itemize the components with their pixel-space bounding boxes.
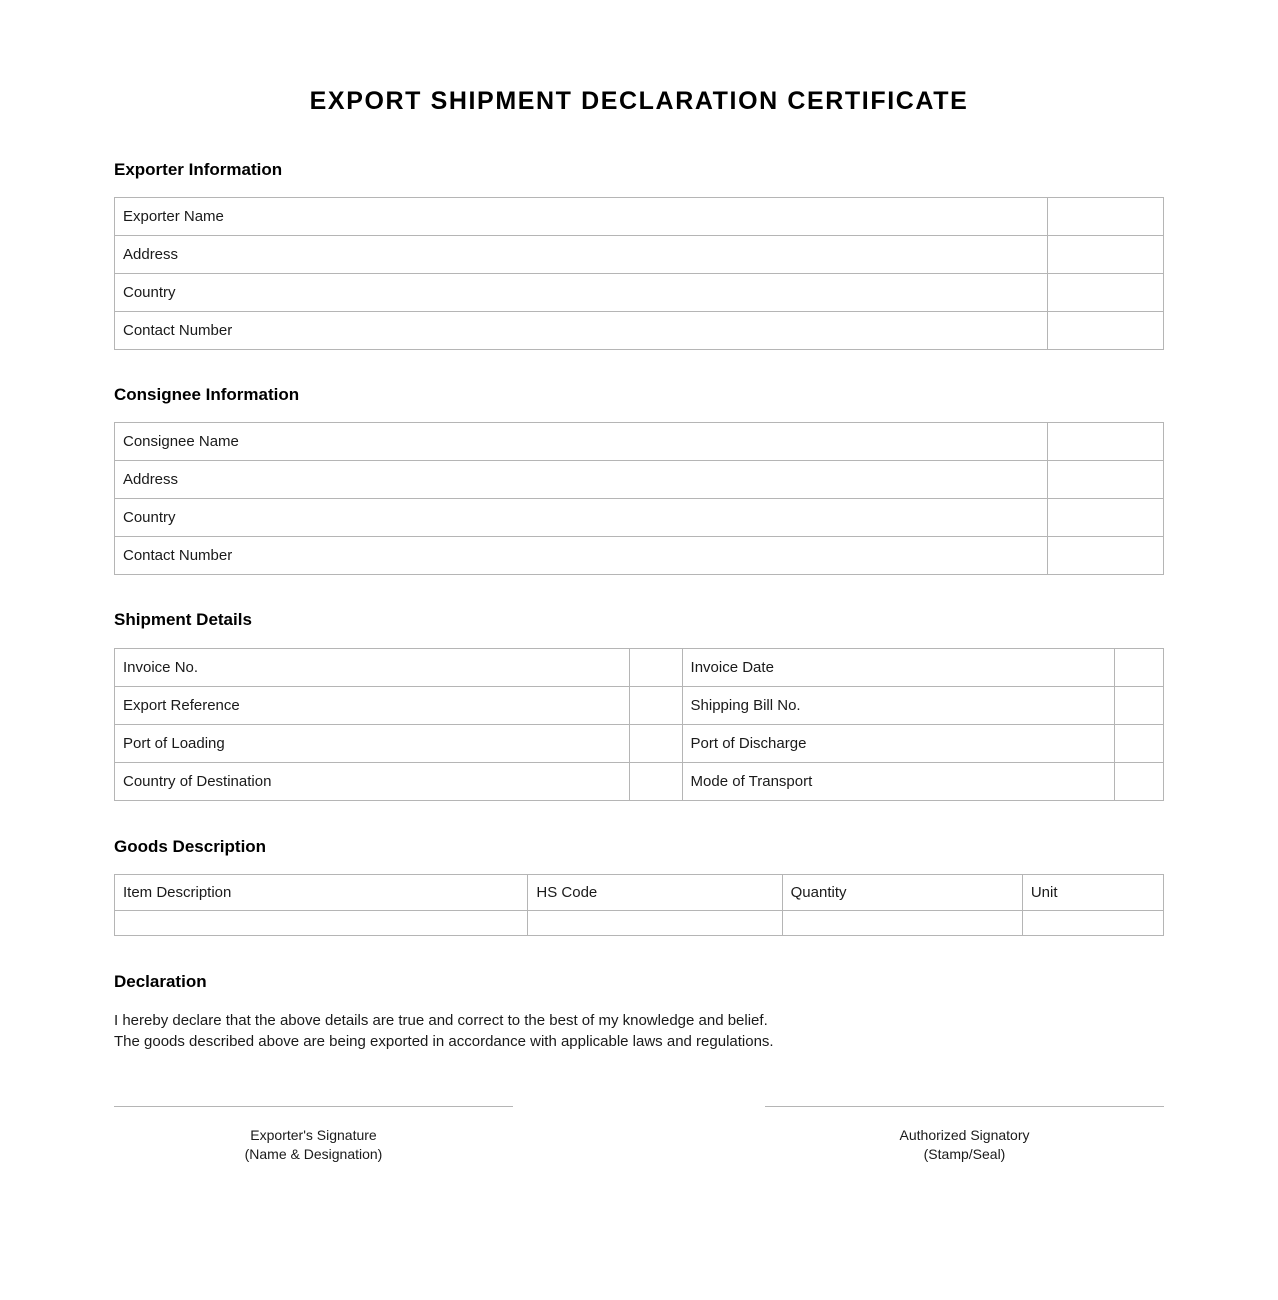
consignee-information-section: [114, 385, 1164, 575]
table-row: [115, 537, 1164, 575]
exporter-signature-block: [114, 1106, 513, 1164]
field-value[interactable]: [1114, 686, 1163, 724]
field-value[interactable]: [630, 762, 682, 800]
exporter-information-section: [114, 160, 1164, 350]
exporter-signature-subtitle: (Name & Designation): [244, 1146, 383, 1163]
field-value[interactable]: [1047, 197, 1163, 235]
exporter-section-heading: Exporter Information: [114, 159, 283, 179]
field-label: Address: [115, 235, 1048, 273]
field-label: Country: [115, 499, 1048, 537]
field-value[interactable]: [1047, 273, 1163, 311]
field-label: Address: [115, 461, 1048, 499]
field-label: Port of Loading: [115, 724, 630, 762]
column-header-unit: Unit: [1022, 875, 1163, 911]
field-label: Invoice Date: [682, 648, 1114, 686]
table-row: [115, 311, 1164, 349]
field-value[interactable]: [1047, 461, 1163, 499]
field-value[interactable]: [1047, 499, 1163, 537]
cell-hs-code[interactable]: [528, 911, 782, 936]
table-header-row: [115, 875, 1164, 911]
table-row: [115, 273, 1164, 311]
signature-line: [765, 1106, 1164, 1107]
column-header-quantity: Quantity: [782, 875, 1022, 911]
field-label: Exporter Name: [115, 197, 1048, 235]
shipment-section-heading: Shipment Details: [114, 610, 252, 630]
cell-unit[interactable]: [1022, 911, 1163, 936]
table-row: [115, 686, 1164, 724]
table-row: [115, 423, 1164, 461]
field-value[interactable]: [630, 686, 682, 724]
declaration-text: [114, 1010, 1164, 1052]
table-row: [115, 499, 1164, 537]
declaration-section: [114, 972, 1164, 1052]
field-value[interactable]: [1047, 235, 1163, 273]
field-label: Country of Destination: [115, 762, 630, 800]
declaration-line-1: I hereby declare that the above details are true and correct to the best of my knowledge and belief.: [114, 1012, 768, 1030]
field-label: Contact Number: [115, 311, 1048, 349]
column-header-hs-code: HS Code: [528, 875, 782, 911]
field-label: Mode of Transport: [682, 762, 1114, 800]
field-label: Country: [115, 273, 1048, 311]
field-value[interactable]: [630, 648, 682, 686]
table-row: [115, 724, 1164, 762]
exporter-signature-caption: [114, 1126, 513, 1164]
table-row: [115, 235, 1164, 273]
exporter-signature-title: Exporter's Signature: [250, 1127, 377, 1144]
field-value[interactable]: [1047, 537, 1163, 575]
table-row: [115, 461, 1164, 499]
field-value[interactable]: [1047, 311, 1163, 349]
field-value[interactable]: [630, 724, 682, 762]
declaration-section-heading: Declaration: [114, 972, 207, 992]
consignee-information-table: [114, 422, 1164, 575]
signature-line: [114, 1106, 513, 1107]
field-value[interactable]: [1114, 762, 1163, 800]
goods-section-heading: Goods Description: [114, 836, 267, 856]
exporter-information-table: [114, 197, 1164, 350]
goods-description-table: [114, 874, 1164, 936]
column-header-item-description: Item Description: [115, 875, 528, 911]
field-label: Port of Discharge: [682, 724, 1114, 762]
cell-item-description[interactable]: [115, 911, 528, 936]
authorized-signatory-title: Authorized Signatory: [899, 1127, 1030, 1144]
field-label: Shipping Bill No.: [682, 686, 1114, 724]
table-row: [115, 197, 1164, 235]
table-row: [115, 911, 1164, 936]
field-label: Contact Number: [115, 537, 1048, 575]
field-value[interactable]: [1114, 648, 1163, 686]
cell-quantity[interactable]: [782, 911, 1022, 936]
authorized-signatory-block: [765, 1106, 1164, 1164]
field-label: Invoice No.: [115, 648, 630, 686]
authorized-signatory-caption: [765, 1126, 1164, 1164]
field-value[interactable]: [1114, 724, 1163, 762]
field-label: Consignee Name: [115, 423, 1048, 461]
page-title: EXPORT SHIPMENT DECLARATION CERTIFICATE: [309, 87, 969, 115]
signature-area: [114, 1106, 1164, 1164]
declaration-line-2: The goods described above are being exported in accordance with applicable laws and regulations.: [114, 1033, 774, 1051]
consignee-section-heading: Consignee Information: [114, 384, 300, 404]
shipment-details-section: [114, 610, 1164, 800]
field-label: Export Reference: [115, 686, 630, 724]
table-row: [115, 762, 1164, 800]
table-row: [115, 648, 1164, 686]
authorized-signatory-subtitle: (Stamp/Seal): [923, 1146, 1006, 1163]
shipment-details-table: [114, 648, 1164, 801]
field-value[interactable]: [1047, 423, 1163, 461]
goods-description-section: [114, 837, 1164, 936]
